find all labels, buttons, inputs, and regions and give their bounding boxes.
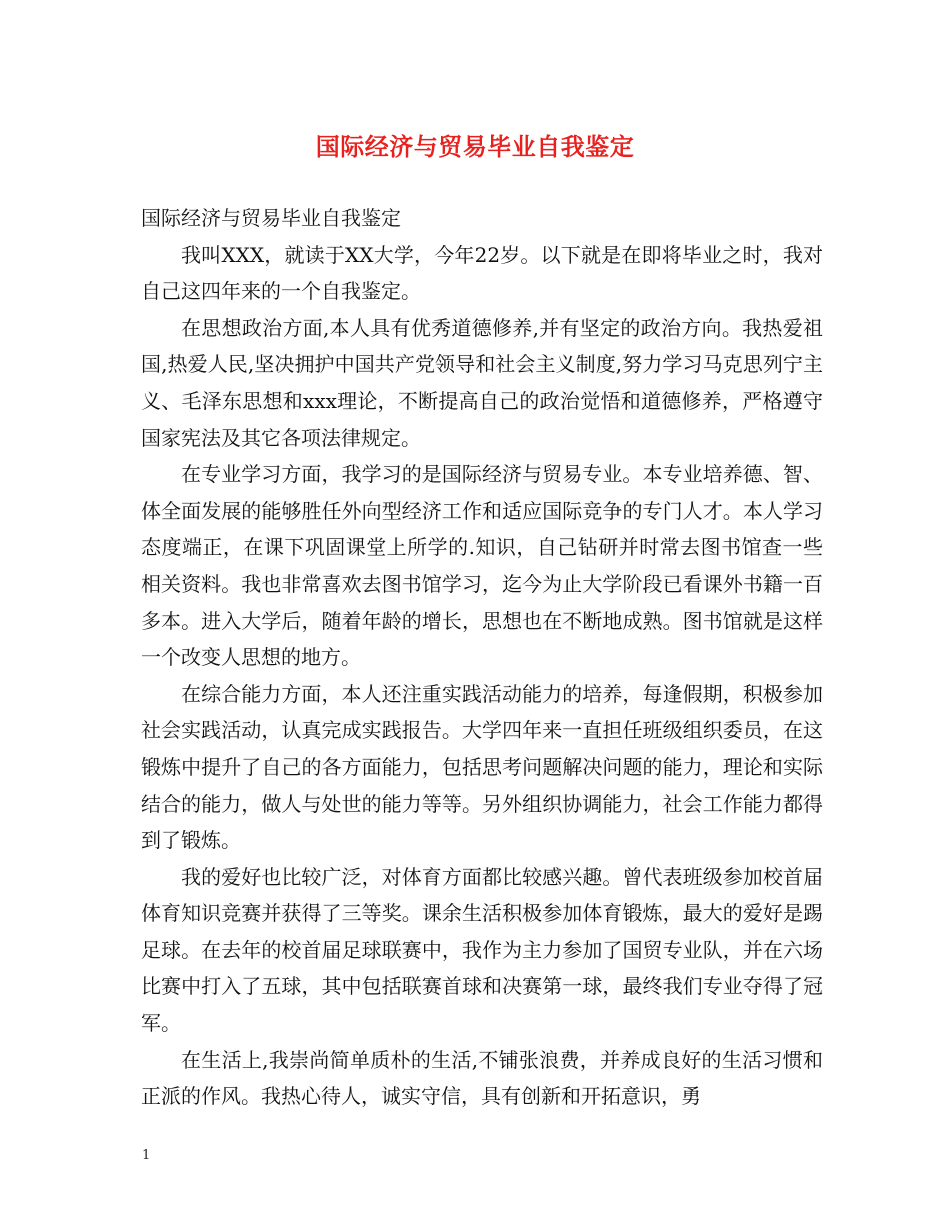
- paragraph-intro: 我叫XXX，就读于XX大学，今年22岁。以下就是在即将毕业之时，我对自己这四年来的一个自我鉴定。: [141, 242, 823, 304]
- paragraph-study: 在专业学习方面，我学习的是国际经济与贸易专业。本专业培养德、智、体全面发展的能够胜任外向型经济工作和适应国际竞争的专门人才。本人学习态度端正，在课下巩固课堂上所学的.知识，自己钻研并时常去图书馆查一些相关资料。我也非常喜欢去图书馆学习，迄今为止大学阶段已看课外书籍一百多本。进入大学后，随着年龄的增长，思想也在不断地成熟。图书馆就是这样一个改变人思想的地方。: [141, 462, 823, 670]
- paragraph-life: 在生活上,我崇尚简单质朴的生活,不铺张浪费，并养成良好的生活习惯和正派的作风。我热心待人，诚实守信，具有创新和开拓意识，勇: [141, 1047, 823, 1109]
- document-body: [141, 200, 823, 1115]
- document-subtitle: 国际经济与贸易毕业自我鉴定: [141, 206, 401, 230]
- page-number: 1: [142, 1148, 151, 1163]
- paragraph-hobbies: 我的爱好也比较广泛，对体育方面都比较感兴趣。曾代表班级参加校首届体育知识竞赛并获得了三等奖。课余生活积极参加体育锻炼，最大的爱好是踢足球。在去年的校首届足球联赛中，我作为主力参加了国贸专业队，并在六场比赛中打入了五球，其中包括联赛首球和决赛第一球，最终我们专业夺得了冠军。: [141, 864, 823, 1036]
- paragraph-politics: 在思想政治方面,本人具有优秀道德修养,并有坚定的政治方向。我热爱祖国,热爱人民,坚决拥护中国共产党领导和社会主义制度,努力学习马克思列宁主义、毛泽东思想和xxx理论，不断提高自己的政治觉悟和道德修养，严格遵守国家宪法及其它各项法律规定。: [141, 315, 823, 450]
- paragraph-abilities: 在综合能力方面，本人还注重实践活动能力的培养，每逢假期，积极参加社会实践活动，认真完成实践报告。大学四年来一直担任班级组织委员，在这锻炼中提升了自己的各方面能力，包括思考问题解决问题的能力，理论和实际结合的能力，做人与处世的能力等等。另外组织协调能力，社会工作能力都得到了锻炼。: [141, 681, 823, 853]
- document-title: 国际经济与贸易毕业自我鉴定: [315, 132, 635, 161]
